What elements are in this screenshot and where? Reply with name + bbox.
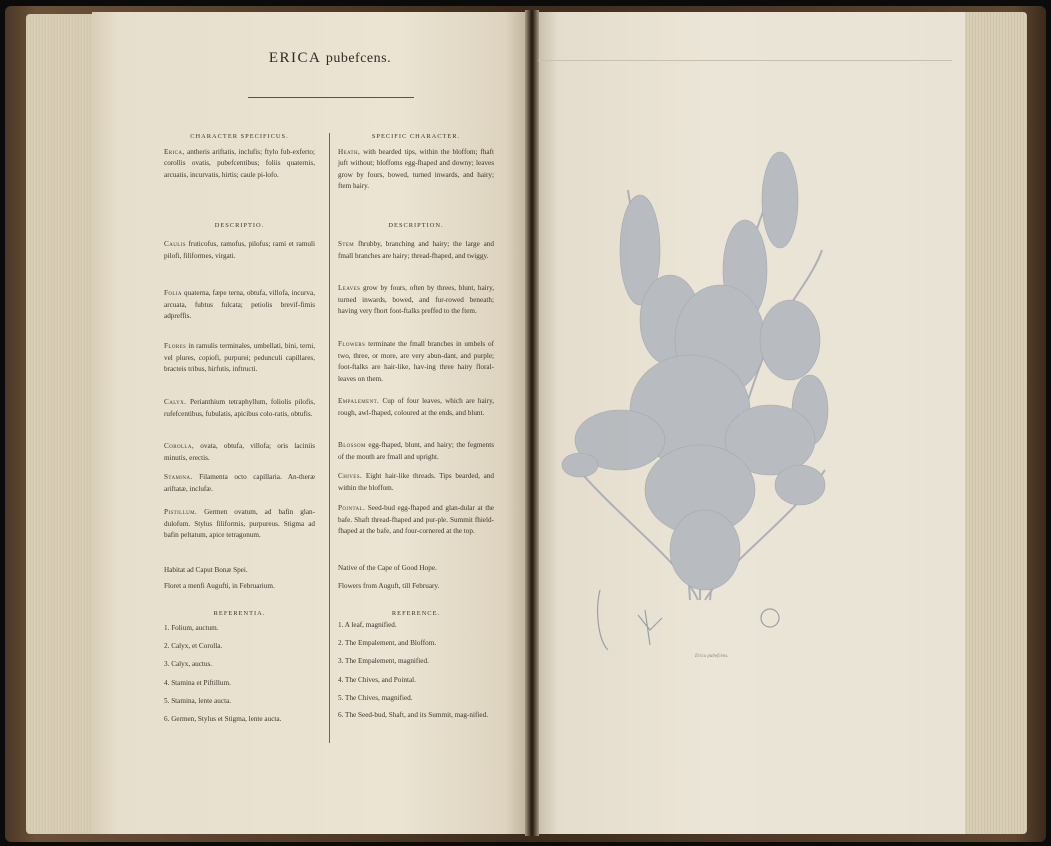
latin-flores xyxy=(164,341,315,376)
page-edges-right xyxy=(962,12,1027,834)
latin-flores-lead: Flores xyxy=(164,342,187,351)
english-ref-item: 2. The Empalement, and Bloffom. xyxy=(338,639,437,648)
english-native: Native of the Cape of Good Hope. xyxy=(338,564,437,573)
english-pointal-text: Seed-bud egg-fhaped and glan-dular at the bafe. Shaft thread-fhaped and pur-ple. Summit fhield-fhaped at the bafe, and four-cornered at the top. xyxy=(338,504,494,536)
english-chives-text: Eight hair-like threads. Tips bearded, and within the bloffom. xyxy=(338,472,495,492)
latin-character-heading: CHARACTER SPECIFICUS. xyxy=(190,133,289,140)
latin-referentia-heading: REFERENTIA. xyxy=(213,610,266,618)
english-blossom-lead: Blossom xyxy=(338,441,366,450)
english-pointal-lead: Pointal. xyxy=(338,504,366,513)
latin-character-text: antheris ariftatis, inclufis; ftylo fub-exferto; corollis ovatis, pubefcentibus; foliis quaternis, arcuatis, incurvatis, hirtis; caule pi-lofo. xyxy=(164,147,315,179)
latin-floret: Floret a menfi Augufti, in Februarium. xyxy=(164,582,275,591)
latin-stamina-lead: Stamina. xyxy=(164,473,193,482)
title-rule xyxy=(248,97,414,98)
page-title xyxy=(190,50,470,67)
english-chives-lead: Chives. xyxy=(338,472,363,481)
heath-plant-illustration xyxy=(560,140,830,660)
latin-pistillum-lead: Pistillum. xyxy=(164,508,198,517)
english-pointal xyxy=(338,503,494,538)
latin-caulis xyxy=(164,239,315,262)
latin-ref-item: 3. Calyx, auctus. xyxy=(164,660,213,669)
english-ref-item: 4. The Chives, and Pointal. xyxy=(338,675,416,684)
english-stem-lead: Stem xyxy=(338,240,355,249)
english-character-lead: Heath, xyxy=(338,147,361,156)
latin-corolla xyxy=(164,441,315,464)
latin-descriptio-heading: DESCRIPTIO. xyxy=(214,222,265,230)
english-description-heading: DESCRIPTION. xyxy=(388,222,444,230)
plate-mark xyxy=(538,60,952,61)
english-empalement-text: Cup of four leaves, which are hairy, rough, awl-fhaped, coloured at the ends, and blunt. xyxy=(338,397,494,417)
english-leaves-text: grow by fours, often by threes, blunt, hairy, turned inwards, bowed, and fur-rowed beneath; having very fhort foot-ftalks preffed to the ftem. xyxy=(338,284,494,316)
column-divider xyxy=(329,133,330,743)
latin-corolla-lead: Corolla, xyxy=(164,442,195,451)
english-ref-item: 5. The Chives, magnified. xyxy=(338,693,413,702)
english-reference-heading: REFERENCE. xyxy=(391,610,441,618)
english-flowers xyxy=(338,339,494,385)
latin-stamina-text: Filamenta octo capillaria. An-theræ ariftatæ, inclufæ. xyxy=(164,473,315,493)
english-ref-item: 3. The Empalement, magnified. xyxy=(338,657,429,666)
english-character-heading: SPECIFIC CHARACTER. xyxy=(371,133,461,140)
english-character-text: with bearded tips, within the bloffom; fhaft juft without; bloffoms egg-fhaped and downy; leaves grow by fours, bowed, turned inwards, and hairy; ftem hairy. xyxy=(338,147,495,191)
latin-ref-item: 4. Stamina et Piftillum. xyxy=(164,678,231,687)
latin-calyx xyxy=(164,397,315,420)
english-blossom-text: egg-fhaped, blunt, and hairy; the fegments of the mouth are fmall and upright. xyxy=(338,441,495,461)
english-blossom xyxy=(338,440,494,463)
english-flowers-lead: Flowers xyxy=(338,340,366,349)
english-ref-item: 1. A leaf, magnified. xyxy=(338,621,397,629)
english-stem xyxy=(338,239,494,262)
latin-stamina xyxy=(164,472,315,495)
latin-calyx-text: Perianthium tetraphyllum, foliolis pilofis, rufefcentibus, fubulatis, apicibus colo-ratis, obtufis. xyxy=(164,398,315,418)
latin-ref-item: 6. Germen, Stylus et Stigma, lente aucta. xyxy=(164,715,282,724)
latin-caulis-text: fruticofus, ramofus, pilofus; rami et ramuli pilofi, filiformes, virgati. xyxy=(164,240,315,260)
latin-corolla-text: ovata, obtufa, villofa; oris laciniis minutis, erectis. xyxy=(164,442,315,462)
english-character xyxy=(338,131,494,193)
latin-habitat: Habitat ad Caput Bonæ Spei. xyxy=(164,566,248,575)
english-flowers-text: terminate the fmall branches in umbels of two, three, or more, are very abun-dant, and purple; foot-ftalks are hair-like, hav-ing three hairy floral-leaves on them. xyxy=(338,340,494,383)
english-stem-text: fhrubby, branching and hairy; the large and fmall branches are hairy; thread-fhaped, and twiggy. xyxy=(338,240,494,260)
latin-character-lead: Erica, xyxy=(164,147,185,156)
latin-ref-item: 1. Folium, auctum. xyxy=(164,624,219,632)
latin-caulis-lead: Caulis xyxy=(164,240,186,249)
latin-calyx-lead: Calyx. xyxy=(164,398,187,407)
page-edges-left xyxy=(26,14,98,834)
title-species: pubefcens. xyxy=(325,51,392,66)
english-flowers-when: Flowers from Auguft, till February. xyxy=(338,582,440,591)
latin-folia xyxy=(164,288,315,323)
latin-folia-lead: Folia xyxy=(164,289,182,298)
english-leaves xyxy=(338,283,494,318)
latin-folia-text: quaterna, fæpe terna, obtufa, villofa, incurva, arcuata, fubtus fulcata; petiolis brevif-fimis adpreffis. xyxy=(164,289,316,321)
english-leaves-lead: Leaves xyxy=(338,284,361,293)
book-gutter xyxy=(525,10,539,836)
plate-caption: Erica pubefcens. xyxy=(695,654,729,659)
title-genus: ERICA xyxy=(268,50,321,66)
latin-character xyxy=(164,131,315,181)
latin-pistillum-text: Germen ovatum, ad bafin glan-dulofum. Stylus filiformis, purpureus. Stigma ad bafin peltatum, apice tetragonum. xyxy=(164,508,316,540)
english-chives xyxy=(338,471,494,494)
english-ref-item: 6. The Seed-bud, Shaft, and its Summit, mag-nified. xyxy=(338,711,488,720)
english-reference-list xyxy=(338,616,494,722)
latin-pistillum xyxy=(164,507,315,542)
english-empalement-lead: Empalement. xyxy=(338,397,380,406)
latin-ref-item: 2. Calyx, et Corolla. xyxy=(164,642,223,651)
latin-flores-text: in ramulis terminales, umbellati, bini, terni, vel plures, copiofi, purpurei; pedunculi capillares, bracteis tribus, hirfutis, inftructi. xyxy=(164,342,315,374)
latin-reference-list xyxy=(164,619,315,728)
english-empalement xyxy=(338,396,494,419)
latin-ref-item: 5. Stamina, lente aucta. xyxy=(164,696,232,705)
